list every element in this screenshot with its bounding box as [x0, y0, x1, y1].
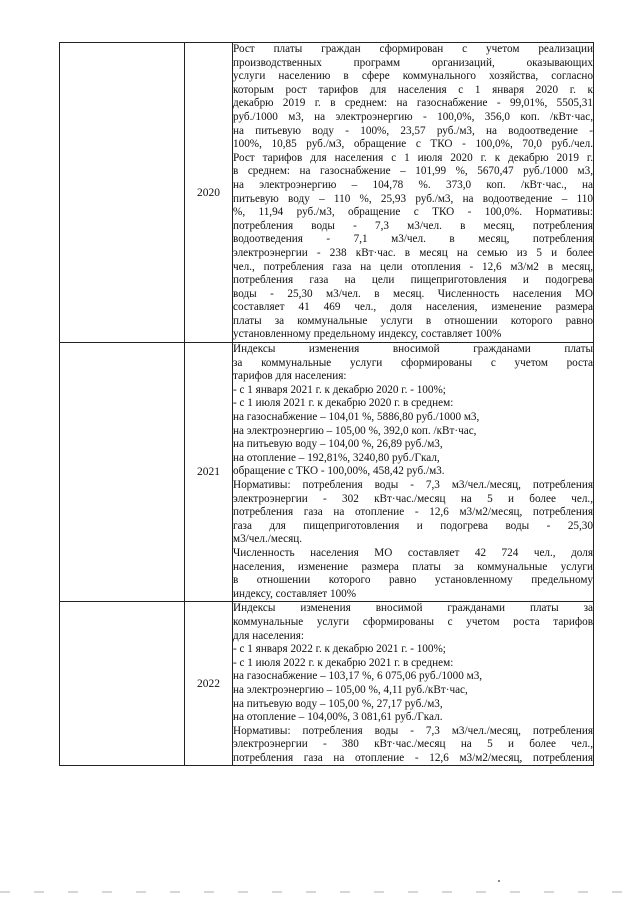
text-line: электроэнергии - 302 кВт·час./месяц на 5 и более чел., [233, 492, 593, 505]
text-line: производственных программ организаций, оказывающих [233, 56, 593, 69]
text-line: потребления газа на цели пищеприготовления и подогрева [233, 274, 593, 287]
text-line: на электроэнергию – 104,78 %. 373,0 коп. /кВт·час., на [233, 178, 593, 191]
empty-cell [60, 343, 185, 602]
text-line: на отопление – 192,81%, 3240,80 руб./Гкал, [233, 451, 440, 464]
text-line: которым рост тарифов для населения с 1 января 2020 г. к [233, 83, 593, 96]
text-line: электроэнергии - 380 кВт·час./месяц на 5 и более чел., [233, 738, 593, 751]
text-line: - с 1 января 2021 г. к декабрю 2020 г. - 100%; [233, 383, 446, 396]
table-row [60, 43, 594, 343]
text-line: в отношении которого равно установленному предельному [233, 574, 593, 587]
text-line: Численность населения МО составляет 42 724 чел., доля [233, 546, 593, 559]
table-row [60, 343, 594, 602]
scan-speck [498, 880, 500, 882]
text-line: питьевую воду – 110 %, 25,93 руб./м3, на водоотведение – 110 [233, 192, 593, 205]
description-cell [233, 43, 594, 343]
text-line: руб./1000 м3, на электроэнергию - 100,0%, 356,0 коп. /кВт·час, [233, 110, 593, 123]
text-line: на питьевую воду - 100%, 23,57 руб./м3, на водоотведение - [233, 124, 593, 137]
text-line: платы за коммунальные услуги в отношении которого равно [233, 314, 593, 327]
text-line: индексу, составляет 100% [233, 587, 357, 600]
text-line: тарифов для населения: [233, 370, 347, 383]
text-line: на электроэнергию – 105,00 %, 4,11 руб./кВт·час, [233, 683, 468, 696]
table-row [60, 602, 594, 766]
text-line: декабрю 2019 г. в среднем: на газоснабжение - 99,01%, 5505,31 [233, 97, 593, 110]
text-line: Индексы изменения вносимой гражданами платы за [233, 602, 593, 615]
description-cell [233, 343, 594, 602]
text-line: на отопление – 104,00%, 3 081,61 руб./Гкал. [233, 711, 443, 724]
text-line: на питьевую воду – 104,00 %, 26,89 руб./м3, [233, 438, 443, 451]
text-line: обращение с ТКО - 100,00%, 458,42 руб./м3. [233, 465, 445, 478]
text-line: услуги населению в сфере коммунального хозяйства, согласно [233, 70, 593, 83]
text-line: Нормативы: потребления воды - 7,3 м3/чел./месяц, потребления [233, 479, 593, 491]
text-line: потребления газа на отопление - 12,6 м3/м2/месяц, потребления [233, 751, 593, 764]
description-cell [233, 602, 594, 766]
scan-artifact-line [0, 891, 640, 893]
text-line: Индексы изменения вносимой гражданами платы [233, 343, 593, 356]
text-line: чел., потребления газа на цели отопления - 12,6 м3/м2 в месяц, [233, 260, 593, 273]
text-line: Рост тарифов для населения с 1 июля 2020 г. к декабрю 2019 г. [233, 151, 593, 164]
text-line: в среднем: на газоснабжение – 101,99 %, 5670,47 руб./1000 м3, [233, 165, 593, 178]
text-line: м3/чел./месяц. [233, 533, 303, 546]
text-line: установленному предельному индексу, составляет 100% [233, 328, 502, 341]
text-line: для населения: [233, 629, 305, 642]
text-line: на газоснабжение – 104,01 %, 5886,80 руб./1000 м3, [233, 411, 480, 424]
text-line: - с 1 июля 2022 г. к декабрю 2021 г. в среднем: [233, 656, 454, 669]
empty-cell [60, 43, 185, 343]
text-line: населения, изменение размера платы за коммунальные услуги [233, 560, 593, 573]
text-line: Нормативы: потребления воды - 7,3 м3/чел./месяц, потребления [233, 724, 593, 737]
tariff-table [59, 42, 594, 766]
text-line: 100%, 10,85 руб./м3, обращение с ТКО - 100,0%, 70,0 руб./чел. [233, 138, 593, 151]
text-line: воды - 25,30 м3/чел. в месяц. Численность населения МО [233, 287, 593, 300]
text-line: газа для пищеприготовления и подогрева воды - 25,30 [233, 519, 593, 532]
text-line: водоотведения - 7,1 м3/чел. в месяц, потребления [233, 233, 593, 246]
year-cell: 2022 [185, 602, 233, 766]
text-line: - с 1 июля 2021 г. к декабрю 2020 г. в среднем: [233, 397, 454, 410]
text-line: на питьевую воду – 105,00 %, 27,17 руб./м3, [233, 697, 443, 710]
text-line: составляет 41 469 чел., доля населения, изменение размера [233, 301, 593, 314]
text-line: на электроэнергию – 105,00 %, 392,0 коп. /кВт·час, [233, 424, 477, 437]
year-cell: 2021 [185, 343, 233, 602]
text-line: потребления газа на отопление - 12,6 м3/м2/месяц, потребления [233, 506, 593, 519]
empty-cell [60, 602, 185, 766]
text-line: за коммунальные услуги сформированы с учетом роста [233, 356, 593, 369]
text-line: Рост платы граждан сформирован с учетом реализации [233, 43, 593, 55]
text-line: электроэнергии - 238 кВт·час. в месяц на семью из 5 и более [233, 246, 593, 259]
text-line: %, 11,94 руб./м3, обращение с ТКО - 100,0%. Нормативы: [233, 206, 593, 219]
text-line: потребления воды - 7,3 м3/чел. в месяц, потребления [233, 219, 593, 232]
text-line: на газоснабжение – 103,17 %, 6 075,06 руб./1000 м3, [233, 670, 483, 683]
text-line: - с 1 января 2022 г. к декабрю 2021 г. - 100%; [233, 643, 446, 656]
text-line: коммунальные услуги сформированы с учетом роста тарифов [233, 615, 593, 628]
year-cell: 2020 [185, 43, 233, 343]
